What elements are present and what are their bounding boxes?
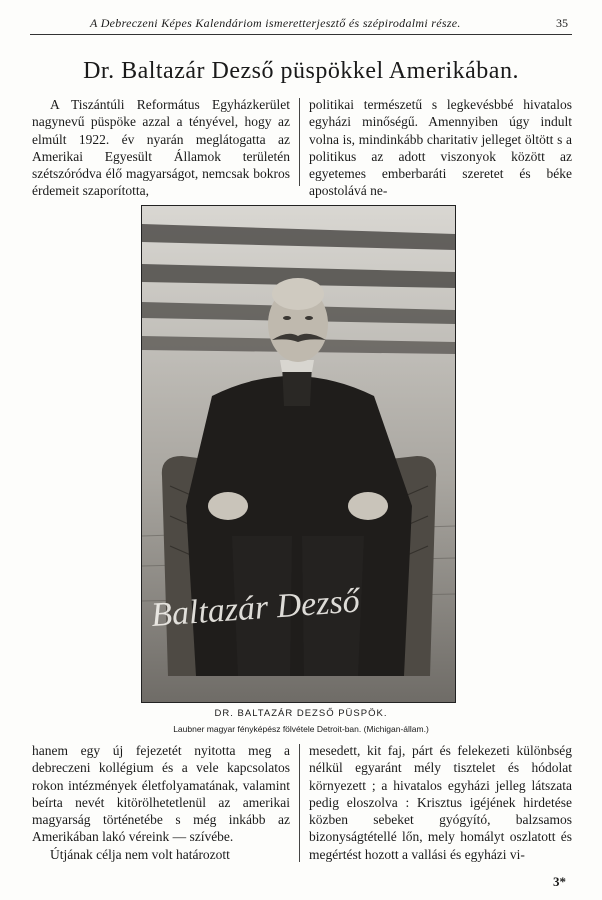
text-column-top-left: A Tiszántúli Református Egyházkerület nagynevű püspöke azzal a tényével, hogy az elmúlt 1922. év nyarán meglátogatta az Amerikai Egyesült Államok területén szétszóródva élő magyarságot, nemcsak bokros érdemeit szaporította, [32,97,290,199]
column-divider-bottom [299,744,300,862]
paragraph-start: Útjának célja nem volt határozott [50,846,230,862]
text-column-bottom-right: mesedett, kit faj, párt és felekezeti különbség nélkül egyaránt mély tisztelet és hódolat környezett ; a hivatalos egyházi jelleg látszata pedig eloszolva : Krisztus igéjének hirdetése közben sebeket gyógyító, balzsamos bizonyságtétellé lőn, mely homályt oszlatott és megértést hozott a vallási és egyházi vi- [309,743,572,862]
signature-mark: 3* [553,874,566,889]
column-divider-top [299,98,300,186]
running-header [30,10,572,35]
signature: Baltazár Dezső [149,582,361,634]
portrait-photo [141,205,456,703]
text-column-top-right: politikai természetű s legkevésbbé hivatalos egyházi minőségű. Amennyiben úgy indult volna is, mindinkább charitativ jelleget öltött s a politikus az adott viszonyok között az egyetemes emberbaráti szeretet és béke apostolává ne- [309,97,572,199]
page-number: 35 [556,16,568,30]
portrait-illustration [142,206,455,702]
running-title: A Debreczeni Képes Kalendáriom ismeretterjesztő és szépirodalmi része. [90,16,461,30]
text-column-bottom-left [32,742,290,863]
paragraph-continuation: hanem egy új fejezetét nyitotta meg a debreczeni kollégium és a vele kapcsolatos rokon intézmények életfolyamatának, valamint beírta nevét kitörölhetetlenül az amerikai magyarság történetébe s még inkább az Amerikában lakó véreink — szívébe. [32,743,290,845]
photo-caption-title: DR. BALTAZÁR DEZSŐ PÜSPÖK. [214,708,388,719]
photo-caption-credit: Laubner magyar fényképész fölvétele Detroit-ban. (Michigan-állam.) [173,724,429,734]
article-title: Dr. Baltazár Dezső püspökkel Amerikában. [83,58,519,84]
